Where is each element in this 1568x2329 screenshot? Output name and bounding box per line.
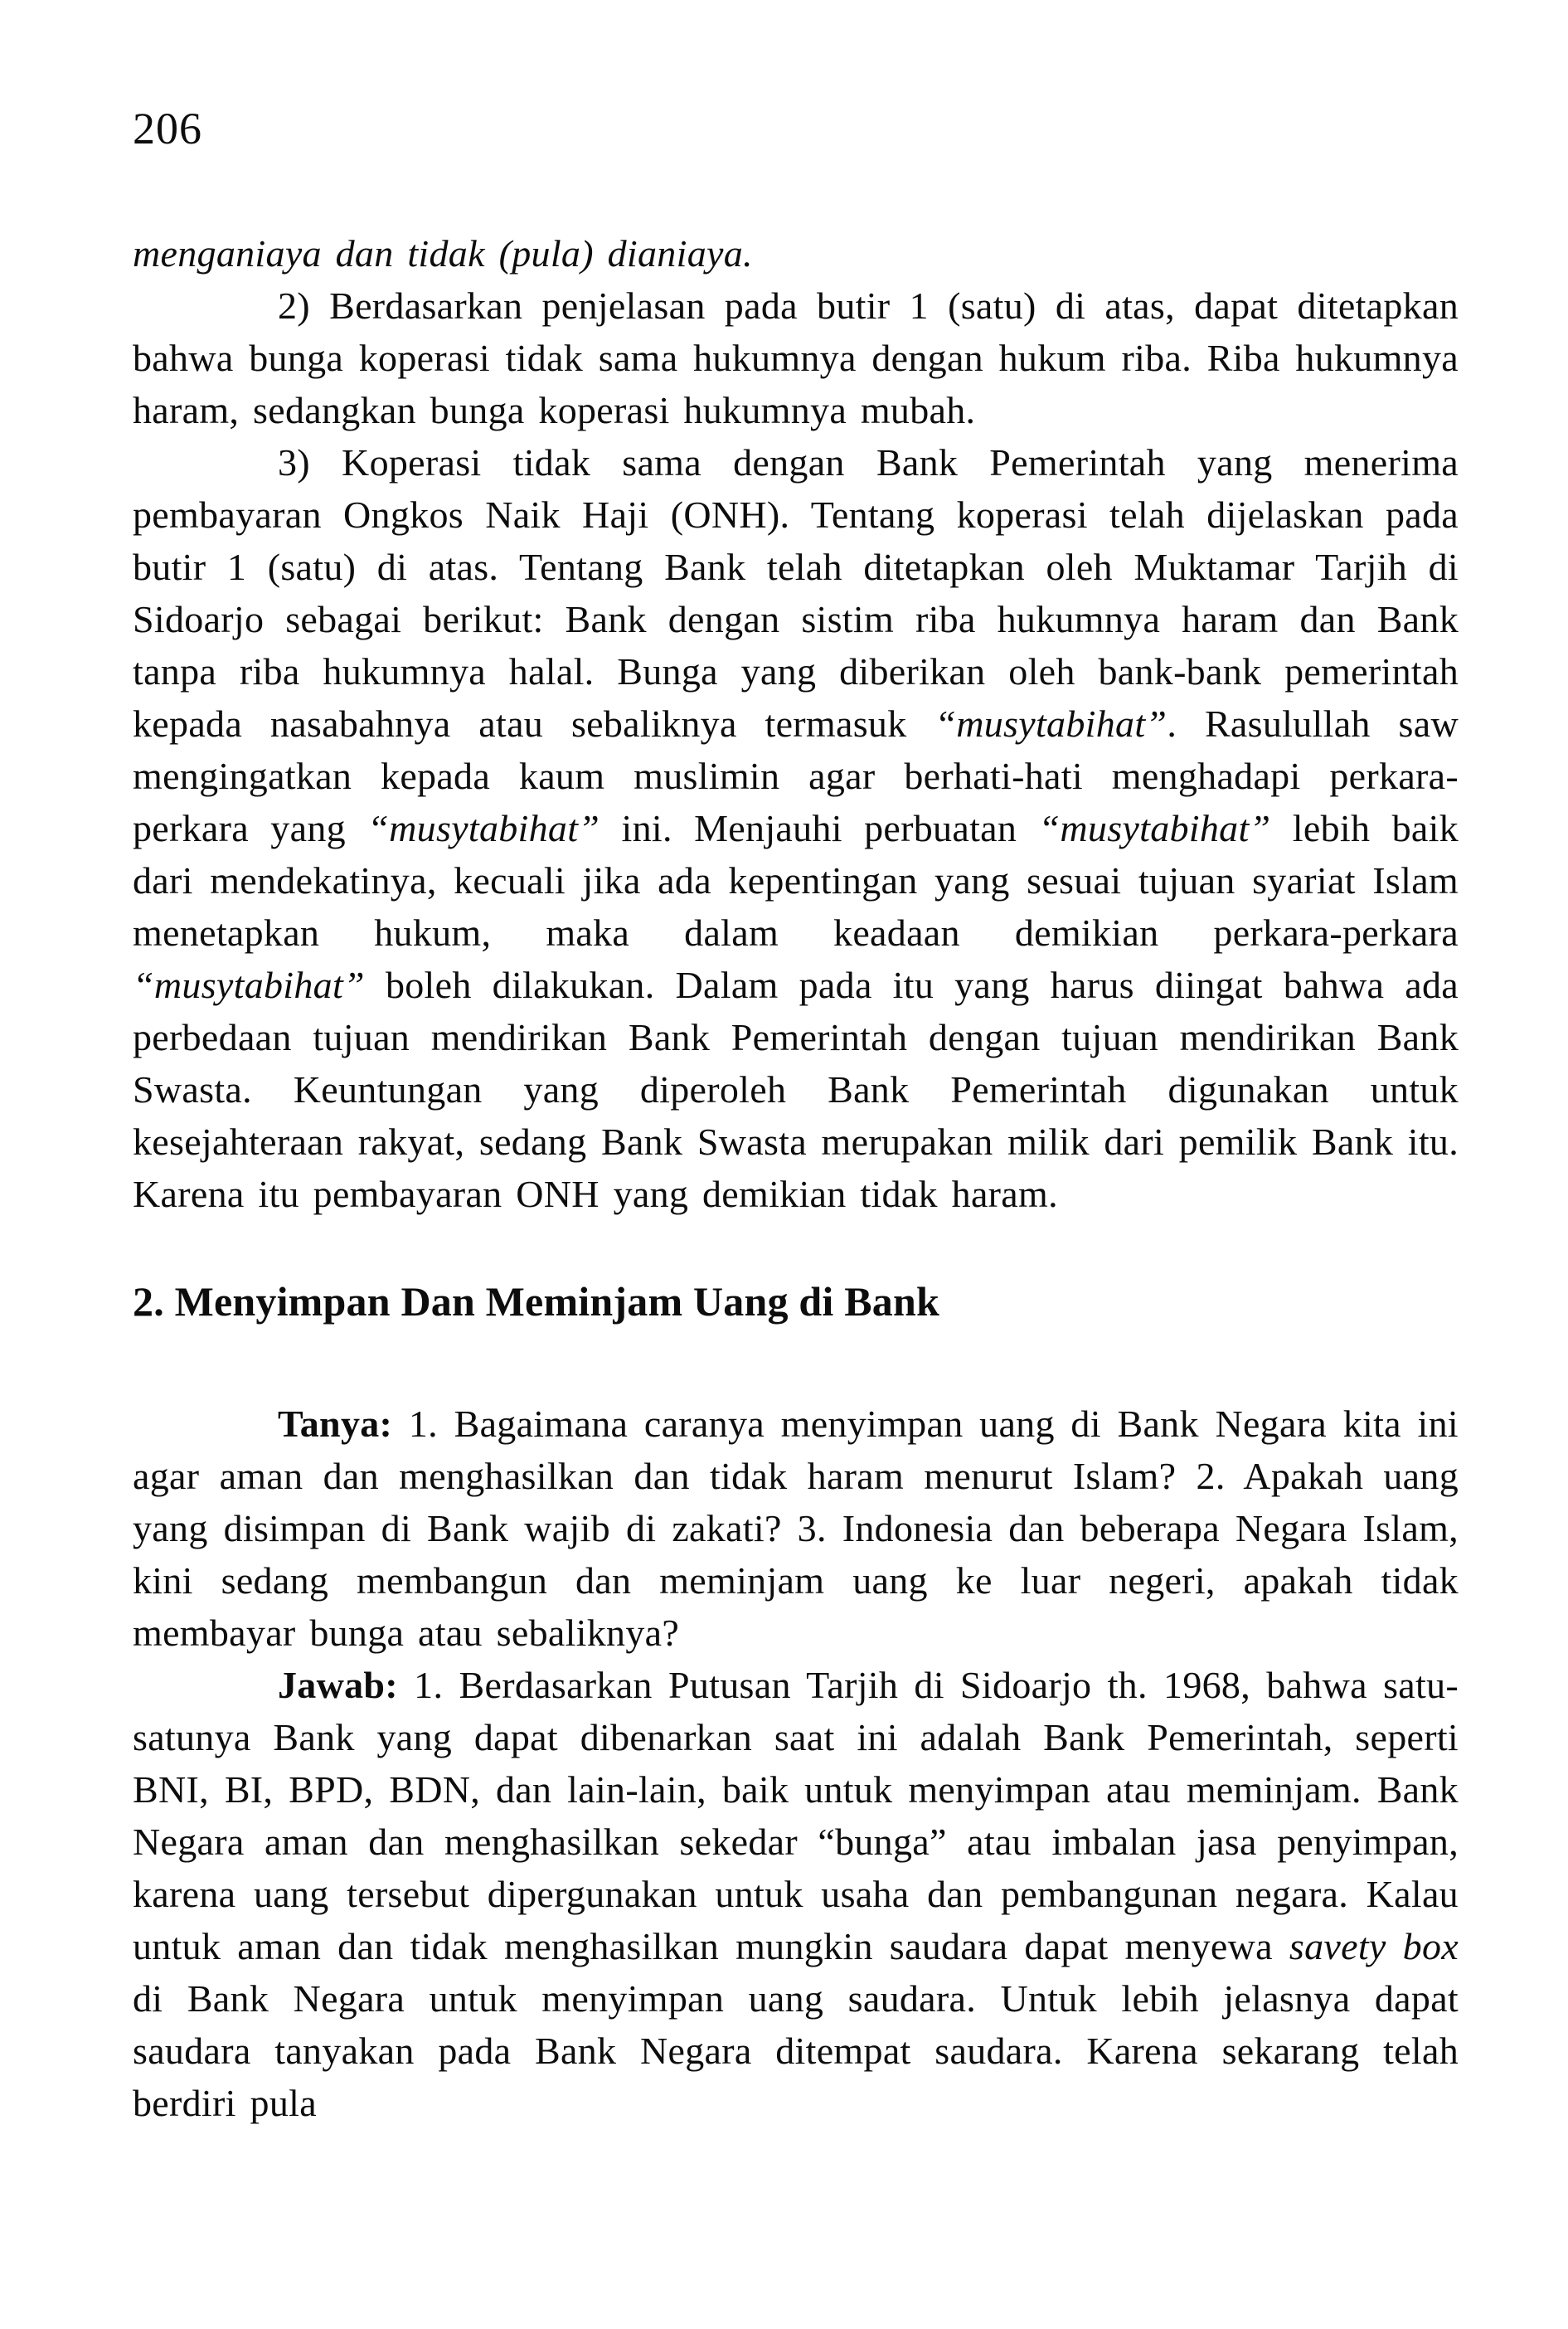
point-2-text: 2) Berdasarkan penjelasan pada butir 1 (satu) di atas, dapat ditetapkan bahwa bunga koperasi tidak sama hukumnya dengan hukum riba. Riba hukumnya haram, sedangkan bunga koperasi hukumnya mubah. [133, 284, 1459, 431]
paragraph-point-3 [133, 436, 1459, 1220]
continued-italic-sentence: menganiaya dan tidak (pula) dianiaya. [133, 232, 753, 275]
paragraph-tanya [133, 1398, 1459, 1659]
musytabihat-term-1: “musytabihat” [934, 703, 1168, 745]
musytabihat-term-4: “musytabihat” [133, 964, 365, 1006]
page-number: 206 [133, 104, 202, 153]
paragraph-jawab [133, 1659, 1459, 2129]
jawab-text-2: di Bank Negara untuk menyimpan uang saudara. Untuk lebih jelasnya dapat saudara tanyakan pada Bank Negara ditempat saudara. Karena sekarang telah berdiri pula [133, 1976, 1459, 2124]
savety-box-term: savety box [1289, 1924, 1459, 1967]
paragraph-continuation [133, 227, 1459, 280]
musytabihat-term-3: “musytabihat” [1038, 807, 1271, 849]
point-3-text-5: boleh dilakukan. Dalam pada itu yang harus diingat bahwa ada perbedaan tujuan mendirikan Bank Pemerintah dengan tujuan mendirikan Bank Swasta. Keuntungan yang diperoleh Bank Pemerintah digunakan untuk kesejahteraan rakyat, sedang Bank Swasta merupakan milik dari pemilik Bank itu. Karena itu pembayaran ONH yang demikian tidak haram. [133, 964, 1459, 1215]
paragraph-point-2 [133, 280, 1459, 436]
jawab-label: Jawab: [278, 1663, 398, 1706]
jawab-text-1: 1. Berdasarkan Putusan Tarjih di Sidoarjo th. 1968, bahwa satu-satunya Bank yang dapat dibenarkan saat ini adalah Bank Pemerintah, seperti BNI, BI, BPD, BDN, dan lain-lain, baik untuk menyimpan atau meminjam. Bank Negara aman dan menghasilkan sekedar “bunga” atau imbalan jasa penyimpan, karena uang tersebut dipergunakan untuk usaha dan pembangunan negara. Kalau untuk aman dan tidak menghasilkan mungkin saudara dapat menyewa [133, 1663, 1459, 1967]
point-3-text-1: 3) Koperasi tidak sama dengan Bank Pemerintah yang menerima pembayaran Ongkos Naik Haji (ONH). Tentang koperasi telah dijelaskan pada butir 1 (satu) di atas. Tentang Bank telah ditetapkan oleh Muktamar Tarjih di Sidoarjo sebagai berikut: Bank dengan sistim riba hukumnya haram dan Bank tanpa riba hukumnya halal. Bunga yang diberikan oleh bank-bank pemerintah kepada nasabahnya atau sebaliknya termasuk [133, 441, 1459, 745]
point-3-text-2: . Rasulullah saw mengingatkan kepada kaum muslimin agar berhati-hati menghadapi perkara-perkara yang [133, 703, 1459, 849]
tanya-label: Tanya: [278, 1402, 393, 1445]
point-3-text-4: lebih baik dari mendekatinya, kecuali jika ada kepentingan yang sesuai tujuan syariat Islam menetapkan hukum, maka dalam keadaan demikian perkara-perkara [133, 807, 1459, 954]
point-3-text-3: ini. Menjauhi perbuatan [600, 807, 1039, 849]
musytabihat-term-2: “musytabihat” [367, 807, 600, 849]
section-heading-text: 2. Menyimpan Dan Meminjam Uang di Bank [133, 1278, 939, 1325]
section-heading [133, 1278, 1459, 1326]
tanya-text: 1. Bagaimana caranya menyimpan uang di Bank Negara kita ini agar aman dan menghasilkan dan tidak haram menurut Islam? 2. Apakah uang yang disimpan di Bank wajib di zakati? 3. Indonesia dan beberapa Negara Islam, kini sedang membangun dan meminjam uang ke luar negeri, apakah tidak membayar bunga atau sebaliknya? [133, 1402, 1459, 1654]
